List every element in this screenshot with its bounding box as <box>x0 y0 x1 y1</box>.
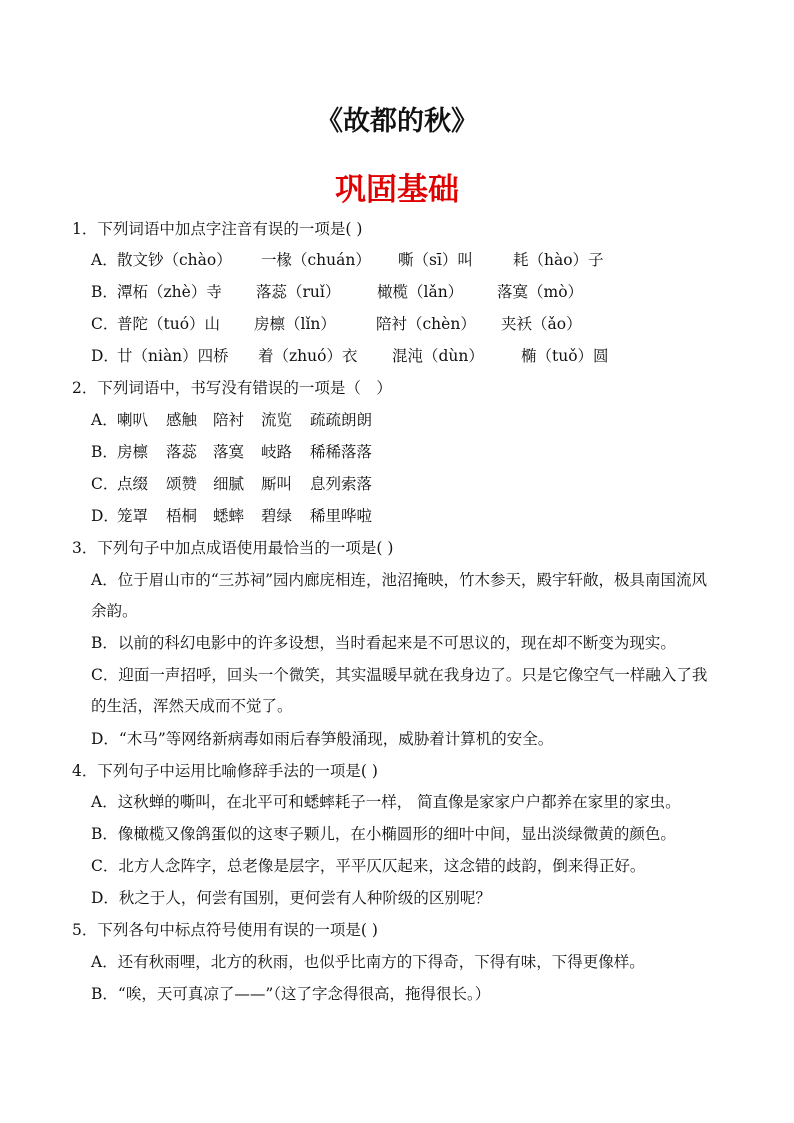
option-item: 落寞（mò） <box>497 283 584 301</box>
option-item: 落蕊 <box>166 443 198 461</box>
option-item: 落蕊（ruǐ） <box>256 283 341 301</box>
option-letter: D． <box>91 507 119 525</box>
question-5-option-a: A．还有秋雨哩，北方的秋雨，也似乎比南方的下得奇，下得有味，下得更像样。 <box>91 953 645 971</box>
option-letter: A． <box>91 411 118 429</box>
option-item: 岐路 <box>261 443 293 461</box>
question-1-stem: 1．下列词语中加点字注音有误的一项是( ) <box>72 220 363 238</box>
question-3-option-a-line1: A．位于眉山市的“三苏祠”园内廊庑相连，池沼掩映，竹木参天，殿宇轩敞，极具南国流风 <box>91 571 708 589</box>
option-item: 厮叫 <box>261 475 293 493</box>
option-item: 椭（tuǒ）圆 <box>521 347 609 365</box>
option-item: 稀里哗啦 <box>310 507 373 525</box>
option-letter: C． <box>91 315 119 333</box>
question-3-option-c-line1: C．迎面一声招呼，回头一个微笑，其实温暖早就在我身边了。只是它像空气一样融入了我 <box>91 666 708 684</box>
option-item: 点缀 <box>117 475 149 493</box>
option-item: 颂赞 <box>166 475 198 493</box>
option-item: 散文钞（chào） <box>117 251 232 269</box>
option-item: 落寞 <box>213 443 245 461</box>
option-letter: D． <box>91 347 119 365</box>
question-3-option-a-line2: 余韵。 <box>91 602 138 620</box>
section-heading: 巩固基础 <box>335 172 459 208</box>
option-item: 碧绿 <box>261 507 293 525</box>
option-item: 疏疏朗朗 <box>310 411 373 429</box>
question-5-stem: 5．下列各句中标点符号使用有误的一项是( ) <box>72 921 378 939</box>
option-letter: A． <box>91 251 118 269</box>
option-item: 梧桐 <box>166 507 198 525</box>
option-item: 流览 <box>261 411 293 429</box>
question-5-option-b: B．“唉，天可真凉了——”（这了字念得很高，拖得很长。） <box>91 985 491 1003</box>
question-3-option-d: D．“木马”等网络新病毒如雨后春笋般涌现，威胁着计算机的安全。 <box>91 730 554 748</box>
option-item: 廿（niàn）四桥 <box>117 347 229 365</box>
question-4-option-b: B．像橄榄又像鸽蛋似的这枣子颗儿，在小椭圆形的细叶中间，显出淡绿微黄的颜色。 <box>91 825 676 843</box>
question-3-stem: 3．下列句子中加点成语使用最恰当的一项是( ) <box>72 539 394 557</box>
option-item: 夹袄（ǎo） <box>501 315 582 333</box>
document-title: 《故都的秋》 <box>316 106 478 137</box>
question-4-option-c: C．北方人念阵字，总老像是层字，平平仄仄起来，这念错的歧韵，倒来得正好。 <box>91 857 646 875</box>
option-item: 喇叭 <box>117 411 149 429</box>
option-item: 混沌（dùn） <box>392 347 484 365</box>
option-item: 普陀（tuó）山 <box>117 315 221 333</box>
option-item: 感触 <box>166 411 198 429</box>
option-item: 笼罩 <box>117 507 149 525</box>
option-letter: B． <box>91 283 118 301</box>
question-4-stem: 4．下列句子中运用比喻修辞手法的一项是( ) <box>72 762 378 780</box>
option-item: 息列索落 <box>310 475 373 493</box>
question-3-option-b: B．以前的科幻电影中的许多设想，当时看起来是不可思议的，现在却不断变为现实。 <box>91 634 676 652</box>
option-letter: C． <box>91 475 119 493</box>
option-item: 耗（hào）子 <box>513 251 604 269</box>
option-item: 稀稀落落 <box>310 443 373 461</box>
option-item: 陪衬 <box>213 411 245 429</box>
option-item: 嘶（sī）叫 <box>398 251 473 269</box>
option-letter: B． <box>91 443 118 461</box>
option-item: 橄榄（lǎn） <box>377 283 464 301</box>
option-item: 蟋蟀 <box>213 507 245 525</box>
option-item: 一椽（chuán） <box>261 251 371 269</box>
option-item: 陪衬（chèn） <box>376 315 476 333</box>
option-item: 房檩（lǐn） <box>254 315 336 333</box>
question-2-stem: 2．下列词语中，书写没有错误的一项是（ ） <box>72 379 392 397</box>
question-3-option-c-line2: 的生活，浑然天成而不觉了。 <box>91 697 293 715</box>
question-4-option-d: D．秋之于人，何尝有国别，更何尝有人种阶级的区别呢？ <box>91 889 491 907</box>
option-item: 着（zhuó）衣 <box>258 347 358 365</box>
option-item: 细腻 <box>213 475 245 493</box>
option-item: 潭柘（zhè）寺 <box>117 283 222 301</box>
option-item: 房檩 <box>117 443 149 461</box>
question-4-option-a: A．这秋蝉的嘶叫，在北平可和蟋蟀耗子一样， 简直像是家家户户都养在家里的家虫。 <box>91 793 681 811</box>
